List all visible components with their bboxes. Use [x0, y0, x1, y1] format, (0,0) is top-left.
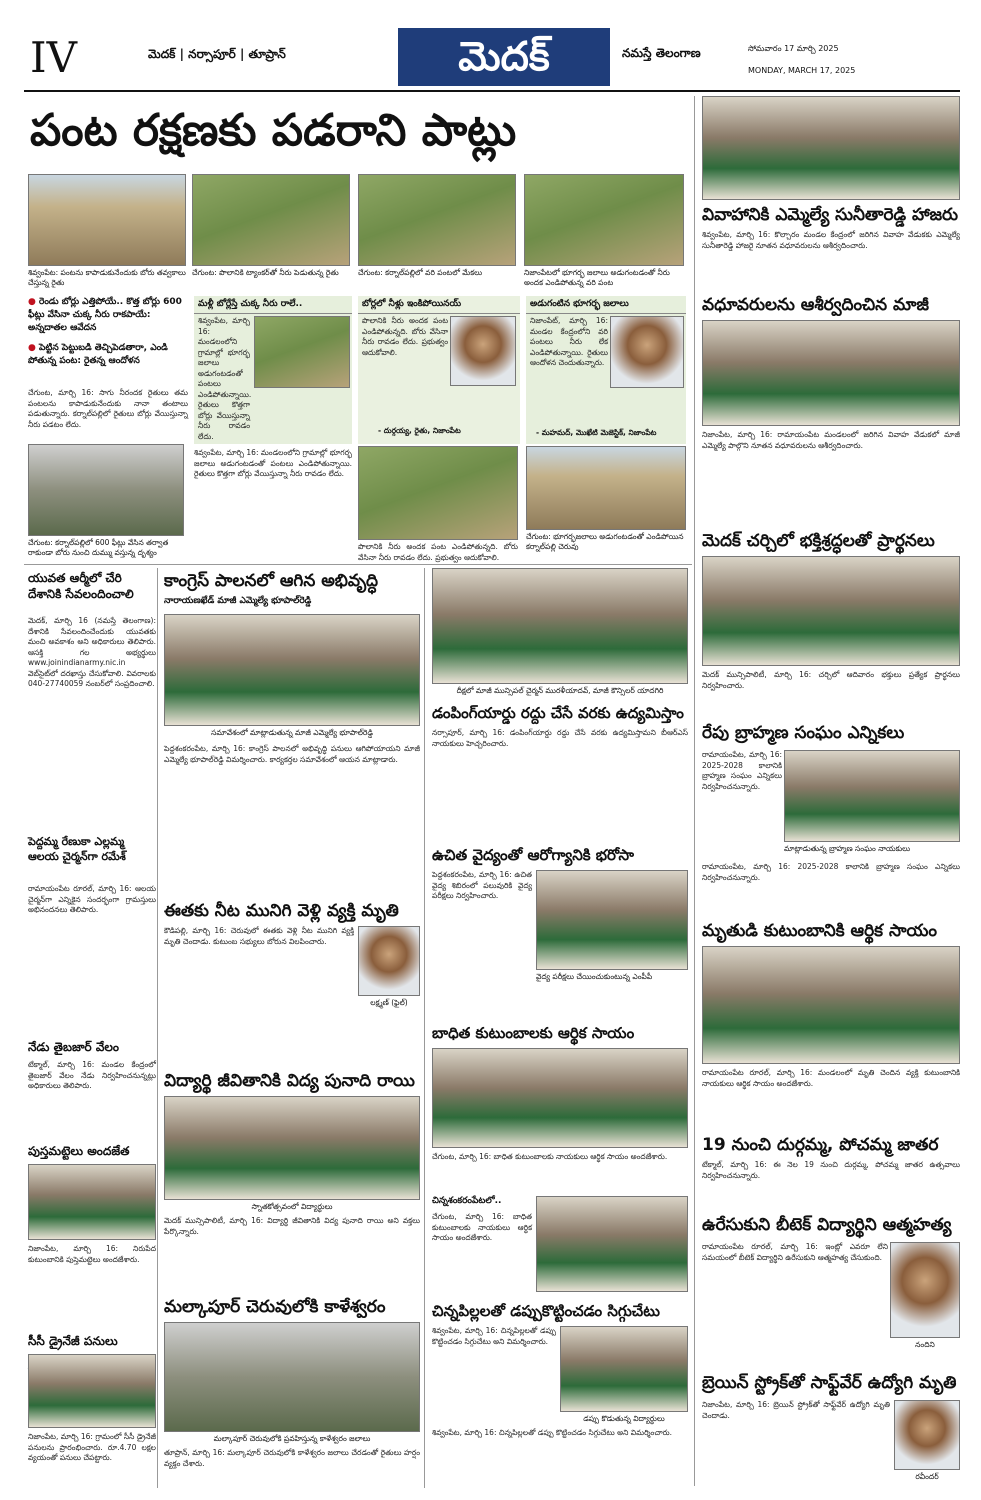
box3-title: అడుగంటిన భూగర్భ జలాలు	[526, 296, 686, 314]
caption-goats: చేగుంట: కర్నాల్‌పల్లిలో వరి పంటలో మేకలు	[358, 268, 483, 277]
story-education-text: మెదక్ మున్సిపాలిటీ, మార్చి 16: విద్యార్థి జీవితానికి విద్య పునాది రాయి అని వక్తలు పేర్కొన్నారు.	[164, 1216, 420, 1236]
lead-bullet-1: ● రెండు బోర్లు ఎత్తిపోయే.. కొత్త బోర్లు 600 ఫీట్లు వేసినా చుక్క నీరు రాకపాయే: అన్నదాతల ఆవేదన	[28, 297, 182, 333]
column-divider-2	[424, 568, 425, 1488]
photo-tanker	[192, 174, 350, 266]
story-temple-title: పెద్దమ్మ రేణుకా ఎల్లమ్మ ఆలయ చైర్మన్‌గా రమేశ్	[28, 835, 126, 863]
date-english: MONDAY, MARCH 17, 2025	[748, 66, 856, 75]
story-brain-stroke-text: నిజాంపేట, మార్చి 16: బ్రెయిన్ స్ట్రోక్‌తో సాఫ్ట్‌వేర్ ఉద్యోగి మృతి చెందాడు.	[702, 1400, 890, 1420]
story-btech-text: రామాయంపేట రూరల్, మార్చి 16: ఇంట్లో ఎవరూ లేని సమయంలో బీటెక్ విద్యార్థిని ఉరేసుకుని ఆత్మహత్య చేసుకుంది.	[702, 1242, 888, 1262]
box3-signature: - మహమద్, మొఖేటి మెజెస్టిక్, నిజాంపేట	[536, 428, 657, 437]
story-brahmin-text-cont: రామాయంపేట, మార్చి 16: 2025-2028 కాలానికి బ్రాహ్మణ సంఘం ఎన్నికలు నిర్వహించనున్నారు.	[702, 862, 960, 882]
page-number: IV	[30, 33, 77, 82]
photo-chinnashankarampet	[536, 1196, 688, 1292]
masthead-rule	[24, 90, 960, 92]
photo-farmer-field	[254, 316, 350, 388]
caption-tanker: చేగుంట: పొలానికి ట్యాంకర్‌తో నీరు పెడుతున్న రైతు	[192, 268, 339, 277]
photo-ravinder	[894, 1400, 960, 1470]
story-taibazar-text: టేక్మాల్, మార్చి 16: మండల కేంద్రంలో తైబజార్ వేలం నేడు నిర్వహించనున్నట్లు అధికారులు తెలిపారు.	[28, 1060, 156, 1090]
caption-congress: సమావేశంలో మాట్లాడుతున్న మాజీ ఎమ్మెల్యే భూపాల్‌రెడ్డి	[211, 728, 373, 737]
box-bores-dried	[358, 296, 520, 444]
caption-canal: చేగుంట: భూగర్భజలాలు అడుగంటడంతో ఎండిపోయిన కర్నాల్‌పల్లి చెరువు	[526, 532, 684, 551]
photo-lakshman	[358, 926, 420, 996]
photo-medical-camp	[536, 870, 688, 970]
story-congress-text: పెద్దశంకరంపేట, మార్చి 16: కాంగ్రెస్ పాలనలో అభివృద్ధి పనులు ఆగిపోయాయని మాజీ ఎమ్మెల్యే భూపాల్‌రెడ్డి విమర్శించారు. కార్యకర్తల సమావేశంలో ఆయన మాట్లాడారు.	[164, 744, 420, 764]
story-btech-title: ఉరేసుకుని బీటెక్ విద్యార్థిని ఆత్మహత్య	[702, 1215, 952, 1235]
box2-text-cont: పొలానికి నీరు అందక పంట ఎండిపోతున్నది. బోరు వేసినా నీరు రావడం లేదు. ప్రభుత్వం ఆదుకోవాలి.	[358, 542, 518, 562]
edition-places: మెదక్ | నర్సాపూర్ | తూప్రాన్	[148, 47, 286, 61]
photo-farmer-durgaiah	[450, 316, 516, 386]
story-drainage-text: నిజాంపేట, మార్చి 16: గ్రామంలో సీసీ డ్రైనేజీ పనులను ప్రారంభించారు. రూ.4.70 లక్షల వ్యయంతో పనులు చేపట్టారు.	[28, 1432, 156, 1462]
photo-rig	[28, 444, 184, 536]
column-divider-1	[157, 568, 158, 1488]
story-financial-aid-text: రామాయంపేట రూరల్, మార్చి 16: మండలంలో మృతి చెందిన వ్యక్తి కుటుంబానికి నాయకులు ఆర్థిక సాయం అందజేశారు.	[702, 1068, 960, 1088]
box2-signature: - దుర్గయ్య, రైతు, నిజాంపేట	[378, 426, 461, 435]
lead-headline: పంట రక్షణకు పడరాని పాట్లు	[30, 105, 517, 156]
story-medical-camp-title: ఉచిత వైద్యంతో ఆరోగ్యానికి భరోసా	[432, 846, 634, 864]
box-bore-no-water	[194, 296, 352, 444]
column-divider-right	[694, 96, 695, 1486]
story-kaleshwaram-text: తూప్రాన్, మార్చి 16: మల్కాపూర్ చెరువులోకి కాళేశ్వరం జలాలు చేరడంతో రైతులు హర్షం వ్యక్తం చేశారు.	[164, 1448, 420, 1468]
photo-congress-meeting	[164, 614, 420, 726]
lead-bullet-2: ● పెట్టిన పెట్టుబడి తెచ్చిపెడతారా, ఎండి పోతున్న పంట: రైతన్న ఆందోళన	[28, 343, 168, 366]
story-pustemattelu-text: నిజాంపేట, మార్చి 16: నిరుపేద కుటుంబానికి పుస్తెమట్టెలు అందజేశారు.	[28, 1244, 156, 1264]
story-jatara-text: టేక్మాల్, మార్చి 16: ఈ నెల 19 నుంచి దుర్గమ్మ, పోచమ్మ జాతర ఉత్సవాలు నిర్వహించనున్నారు.	[702, 1160, 960, 1180]
story-jatara-title: 19 నుంచి దుర్గమ్మ, పోచమ్మ జాతర	[702, 1135, 939, 1155]
story-mla-wedding-title: వివాహానికి ఎమ్మెల్యే సునీతారెడ్డి హాజరు	[702, 205, 959, 225]
photo-church	[702, 556, 960, 666]
photo-kaleshwaram	[164, 1322, 420, 1432]
story-congress-title: కాంగ్రెస్ పాలనలో ఆగిన అభివృద్ధి	[164, 571, 379, 591]
story-victim-families-text: చేగుంట, మార్చి 16: బాధిత కుటుంబాలకు నాయకులు ఆర్థిక సాయం అందజేశారు.	[432, 1152, 668, 1161]
photo-pustemattelu	[28, 1164, 156, 1240]
caption-ravinder: రవీందర్	[915, 1472, 939, 1481]
photo-financial-aid	[702, 946, 960, 1064]
photo-children-drum	[560, 1326, 688, 1412]
photo-victim-families	[432, 1048, 688, 1148]
caption-nandini: నందిని	[915, 1340, 935, 1349]
photo-dry-canal	[526, 446, 686, 530]
box2-title: బోర్లలో నీళ్లు ఇంకిపోయినయ్	[358, 296, 520, 314]
photo-dry-paddy	[524, 174, 684, 266]
story-victim-families-text-2: చేగుంట, మార్చి 16: బాధిత కుటుంబాలకు నాయకులు ఆర్థిక సాయం అందజేశారు.	[432, 1212, 532, 1242]
story-mla-wedding-text: శివ్వంపేట, మార్చి 16: కొల్చారం మండల కేంద్రంలో జరిగిన వివాహ వేడుకకు ఎమ్మెల్యే సునీతారెడ్డి హాజరై నూతన వధూవరులను ఆశీర్వదించారు.	[702, 230, 960, 250]
story-drowning-text: కౌడిపల్లి, మార్చి 16: చెరువులో ఈతకు వెళ్లి నీట మునిగి వ్యక్తి మృతి చెందాడు. కుటుంబ సభ్యులు బోరున విలపించారు.	[164, 926, 354, 946]
story-drowning-title: ఈతకు నీట మునిగి వెళ్లి వ్యక్తి మృతి	[164, 901, 399, 921]
photo-wedding-ex-mla	[702, 320, 960, 426]
story-brahmin-text: రామాయంపేట, మార్చి 16: 2025-2028 కాలానికి బ్రాహ్మణ సంఘం ఎన్నికలు నిర్వహించనున్నారు.	[702, 750, 782, 791]
story-education-title: విద్యార్థి జీవితానికి విద్య పునాది రాయి	[164, 1071, 415, 1091]
story-dumping-yard-text: నర్సాపూర్, మార్చి 16: డంపింగ్‌యార్డు రద్దు చేసే వరకు ఉద్యమిస్తామని బీఆర్‌ఎస్ నాయకులు హెచ్చరించారు.	[432, 728, 688, 748]
caption-brahmin: మాట్లాడుతున్న బ్రాహ్మణ సంఘం నాయకులు	[784, 844, 911, 853]
photo-brahmin-leaders	[784, 750, 960, 842]
story-children-drum-text-cont: శివ్వంపేట, మార్చి 16: చిన్నపిల్లలతో డప్పు కొట్టించడం సిగ్గుచేటు అని విమర్శించారు.	[432, 1428, 673, 1437]
story-church-title: మెదక్ చర్చిలో భక్తిశ్రద్ధలతో ప్రార్థనలు	[702, 531, 935, 551]
story-financial-aid-title: మృతుడి కుటుంబానికి ఆర్థిక సాయం	[702, 921, 937, 941]
box1-text-cont: శివ్వంపేట, మార్చి 16: మండలంలోని గ్రామాల్లో భూగర్భ జలాలు అడుగంటడంతో పంటలు ఎండిపోతున్నాయి. రైతులు కొత్తగా బోర్లు వేయిస్తున్నా నీరు రావడం లేదు.	[194, 448, 352, 478]
caption-kaleshwaram: మల్కాపూర్ చెరువులోకి ప్రవహిస్తున్న కాళేశ్వరం జలాలు	[213, 1434, 371, 1443]
story-church-text: మెదక్ మున్సిపాలిటీ, మార్చి 16: చర్చిలో ఆదివారం భక్తులు ప్రత్యేక ప్రార్థనలు నిర్వహించారు.	[702, 670, 960, 690]
box1-text: శివ్వంపేట, మార్చి 16: మండలంలోని గ్రామాల్లో భూగర్భ జలాలు అడుగంటడంతో పంటలు ఎండిపోతున్నాయి. రైతులు కొత్తగా బోర్లు వేయిస్తున్నా నీరు రావడం లేదు.	[198, 316, 252, 441]
box2-text: పొలానికి నీరు అందక పంట ఎండిపోతున్నది. బోరు వేసినా నీరు రావడం లేదు. ప్రభుత్వం ఆదుకోవాలి.	[362, 316, 448, 357]
photo-borewell	[28, 174, 186, 266]
story-temple-text: రామాయంపేట రూరల్, మార్చి 16: ఆలయ చైర్మన్‌గా ఎన్నికైన సందర్భంగా గ్రామస్తులు అభినందనలు తెలిపారు.	[28, 884, 156, 914]
district-title: మెదక్	[398, 28, 610, 86]
box1-title: మళ్లీ బోర్లేస్తే చుక్క నీరు రాలే..	[194, 296, 352, 314]
photo-farmer-mahmad	[610, 316, 684, 388]
story-children-drum-text: శివ్వంపేట, మార్చి 16: చిన్నపిల్లలతో డప్పు కొట్టించడం సిగ్గుచేటు అని విమర్శించారు.	[432, 1326, 556, 1346]
story-army-title: యువత ఆర్మీలో చేరి దేశానికి సేవలందించాలి	[28, 571, 134, 601]
photo-farmer-spraying	[358, 446, 518, 540]
box-groundwater	[526, 296, 686, 444]
photo-graduation	[164, 1096, 420, 1200]
story-kaleshwaram-title: మల్కాపూర్ చెరువులోకి కాళేశ్వరం	[164, 1297, 386, 1317]
story-victim-families-subhead: చిన్నశంకరంపేటలో..	[432, 1196, 502, 1206]
story-ex-mla-text: నిజాంపేట, మార్చి 16: రామాయంపేట మండలంలో జరిగిన వివాహ వేడుకలో మాజీ ఎమ్మెల్యే పాల్గొని నూతన వధూవరులను ఆశీర్వదించారు.	[702, 430, 960, 450]
story-dumping-yard-title: డంపింగ్‌యార్డు రద్దు చేసే వరకు ఉద్యమిస్తాం	[432, 704, 684, 722]
caption-borewell: శివ్వంపేట: పంటను కాపాడుకునేందుకు బోరు తవ్వకాలు చేస్తున్న రైతు	[28, 268, 186, 287]
photo-dumping-yard-protest	[432, 568, 688, 684]
story-children-drum-title: చిన్నపిల్లలతో డప్పుకొట్టించడం సిగ్గుచేటు	[432, 1302, 660, 1320]
caption-children-drum: డప్పు కొడుతున్న విద్యార్థులు	[583, 1414, 665, 1423]
story-taibazar-title: నేడు తైబజార్ వేలం	[28, 1040, 119, 1054]
caption-medical-camp: వైద్య పరీక్షలు చేయించుకుంటున్న ఎంపీపీ	[536, 972, 653, 981]
story-congress-subtitle: నారాయణఖేడ్ మాజీ ఎమ్మెల్యే భూపాల్‌రెడ్డి	[164, 596, 312, 606]
caption-rig: చేగుంట: కర్నాల్‌పల్లిలో 600 ఫీట్లు వేసిన తర్వాత రాకుండా బోరు నుంచి దుమ్ము వస్తున్న దృశ్యం	[28, 538, 169, 557]
story-pustemattelu-title: పుస్తమట్టెలు అందజేత	[28, 1144, 130, 1158]
caption-dumping-yard: దీక్షలో మాజీ మున్సిపల్ చైర్మన్ మురళీయాదవ్, మాజీ కౌన్సిలర్ యాదగిరి	[456, 686, 664, 695]
photo-nandini	[890, 1242, 960, 1338]
story-army-text: మెదక్, మార్చి 16 (నమస్తే తెలంగాణ): దేశానికి సేవలందించేందుకు యువతకు మంచి అవకాశం అని అధికారులు తెలిపారు. ఆసక్తి గల అభ్యర్థులు www.joinindianarmy.nic.in వెబ్‌సైట్‌లో దరఖాస్తు చేసుకోవాలి. వివరాలకు 040-27740059 నంబర్‌లో సంప్రదించాలి.	[28, 616, 156, 688]
story-victim-families-title: బాధిత కుటుంబాలకు ఆర్థిక సాయం	[432, 1024, 635, 1042]
date-telugu: సోమవారం 17 మార్చి 2025	[748, 44, 839, 53]
story-ex-mla-title: వధూవరులను ఆశీర్వదించిన మాజీ	[702, 295, 929, 315]
story-medical-camp-text: పెద్దశంకరంపేట, మార్చి 16: ఉచిత వైద్య శిబిరంలో పలువురికి వైద్య పరీక్షలు నిర్వహించారు.	[432, 870, 532, 900]
caption-dry-paddy: నిజాంపేటలో భూగర్భ జలాలు అడుగంటడంతో నీరు అందక ఎండిపోతున్న వరి పంట	[524, 268, 670, 287]
photo-drainage	[28, 1354, 156, 1428]
story-brain-stroke-title: బ్రెయిన్ స్ట్రోక్‌తో సాఫ్ట్‌వేర్ ఉద్యోగి మృతి	[702, 1373, 957, 1393]
photo-goats	[358, 174, 516, 266]
caption-graduation: స్నాతకోత్సవంలో విద్యార్థులు	[251, 1202, 333, 1211]
caption-lakshman: లక్ష్మణ్ (ఫైల్)	[370, 998, 408, 1007]
story-brahmin-title: రేపు బ్రాహ్మణ సంఘం ఎన్నికలు	[702, 723, 905, 743]
story-drainage-title: సీసీ డ్రైనేజీ పనులు	[28, 1334, 118, 1348]
lead-text: చేగుంట, మార్చి 16: సాగు నీరందక రైతులు తమ పంటలను కాపాడుకునేందుకు నానా తంటాలు పడుతున్నారు. కర్నాల్‌పల్లిలో రైతులు బోర్లు వేయిస్తున్నా నీరు పడటం లేదు.	[28, 388, 188, 429]
lead-bottom-rule	[24, 564, 692, 565]
newspaper-brand: నమస్తే తెలంగాణ	[622, 46, 701, 60]
photo-wedding-mla	[702, 96, 960, 200]
box3-text: నిజాంపేట్, మార్చి 16: మండల కేంద్రంలోని వరి పంటలు నీరు లేక ఎండిపోతున్నాయి. రైతులు ఆందోళన చెందుతున్నారు.	[530, 316, 608, 367]
